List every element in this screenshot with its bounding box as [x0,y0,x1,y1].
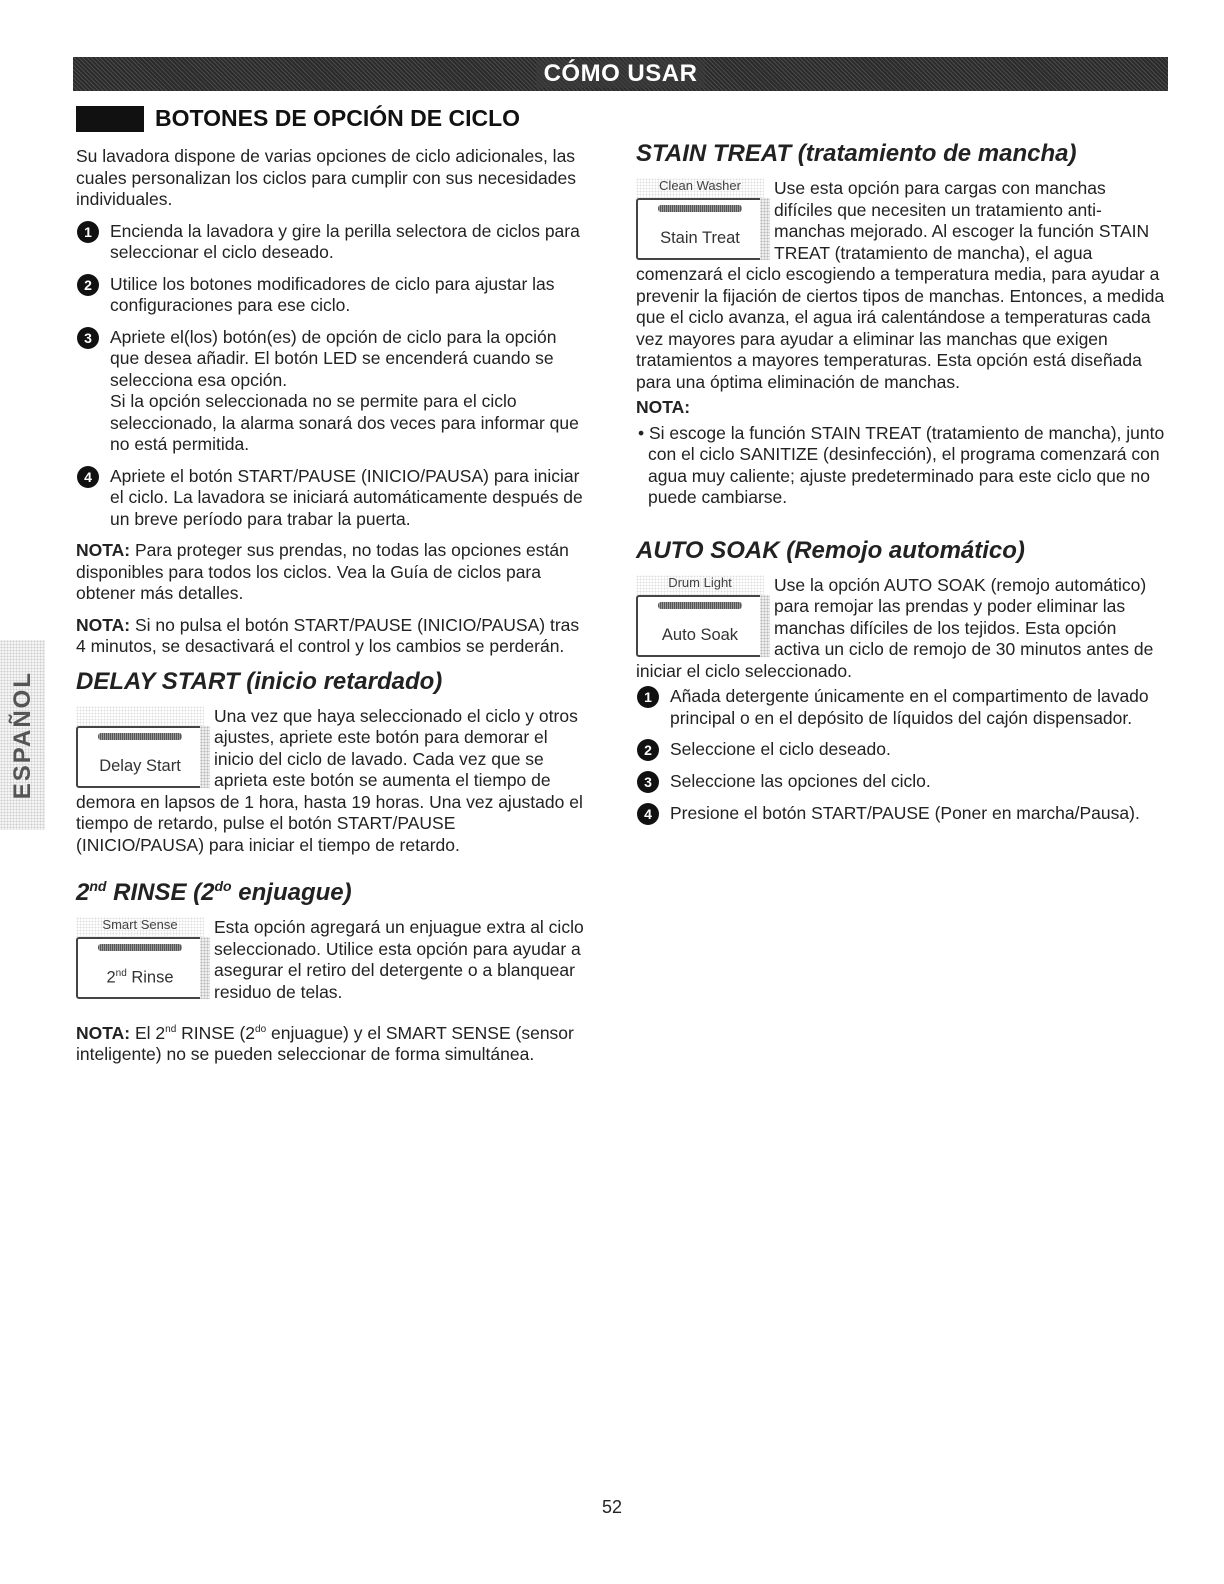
stain-treat-title: STAIN TREAT (tratamiento de mancha) [636,140,1077,167]
button-label: Delay Start [99,756,181,775]
button-frame [636,198,764,260]
led-indicator [98,944,182,951]
section-title-text: BOTONES DE OPCIÓN DE CICLO [155,105,521,131]
button-label-sup: nd [115,967,127,979]
step-number: 1 [77,221,99,243]
bullet-text: Si escoge la función STAIN TREAT (tratamiento de mancha), junto con el ciclo SANITIZE (desinfección), el programa comenzará con agua muy caliente; ajuste predeterminado para este ciclo que no puede cambiarse. [648,422,1165,507]
auto-soak-button-illustration [636,575,764,657]
button-shade [760,595,770,657]
step-text: Presione el botón START/PAUSE (Poner en marcha/Pausa). [670,803,1140,823]
left-column [76,105,588,1076]
step-number: 1 [637,686,659,708]
step-text: Seleccione el ciclo deseado. [670,739,891,759]
second-rinse-block [76,917,588,1013]
auto-soak-text: Use la opción AUTO SOAK (remojo automático) para remojar las prendas y poder eliminar las manchas difíciles de los tejidos. Esta opción activa un ciclo de remojo de 30 minutos antes de iniciar el ciclo seleccionado. [636,574,1154,681]
header-bar [73,57,1168,91]
right-column [636,140,1166,835]
step-text: Encienda la lavadora y gire la perilla selectora de ciclos para seleccionar el ciclo deseado. [110,220,580,262]
rinse-title-part: 2 [76,879,90,906]
button-label: Auto Soak [661,625,739,644]
step-number: 2 [77,274,99,296]
led-indicator [658,602,742,609]
note-sup: do [255,1024,267,1035]
page-number: 52 [601,1497,623,1517]
step-number: 3 [77,327,99,349]
auto-soak-steps [636,686,1166,825]
stain-treat-button-illustration [636,178,764,260]
stain-note-bullet: • Si escoge la función STAIN TREAT (tratamiento de mancha), junto con el ciclo SANITIZE (desinfección), el programa comenzará con agua muy caliente; ajuste predeterminado para este ciclo que no puede cambiarse. [638,422,1165,507]
step-item [644,803,1166,825]
button-label-part: Rinse [126,968,174,986]
step-item [84,326,588,456]
step-text-extra: Si la opción seleccionada no se permite para el ciclo seleccionado, la alarma sonará dos veces para informar que no está permitida. [110,391,579,454]
button-top-label [76,706,204,726]
step-number: 3 [637,771,659,793]
rinse-title-sup: nd [89,878,107,894]
section-title [76,105,588,132]
note-label: NOTA: [76,614,131,635]
led-indicator [658,205,742,212]
header-title: CÓMO USAR [536,60,706,88]
note-text: enjuague) y el SMART SENSE (sensor inteligente) no se pueden seleccionar de forma simultánea. [76,1022,574,1065]
intro-text: Su lavadora dispone de varias opciones de ciclo adicionales, las cuales personalizan los ciclos para cumplir con sus necesidades individuales. [76,146,576,209]
button-shade [200,726,210,788]
note-label: NOTA: [76,540,131,560]
step-number: 2 [637,739,659,761]
steps-list [76,221,588,531]
step-item [644,739,1166,761]
delay-start-text: Una vez que haya seleccionado el ciclo y otros ajustes, apriete este botón para demorar el inicio del ciclo de lavado. Cada vez que se aprieta este botón se aumenta el tiempo de demora en lapsos de 1 hora, hasta 19 horas. Una vez ajustado el tiempo de retardo, pulse el botón START/PAUSE (INICIO/PAUSA) para iniciar el tiempo de retardo. [76,705,583,855]
note-label: NOTA: [636,397,691,417]
button-label: Stain Treat [660,229,740,247]
step-item [84,220,588,264]
note-text: RINSE (2 [176,1022,256,1043]
title-block [76,106,144,132]
button-top-label: Drum Light [636,575,764,595]
second-rinse-button-illustration [76,917,204,999]
button-frame [76,937,204,999]
delay-start-title: DELAY START (inicio retardado) [76,667,443,695]
note-1 [76,540,588,605]
step-text: Añada detergente únicamente en el compartimento de lavado principal o en el depósito de líquidos del cajón dispensador. [670,686,1149,728]
step-number: 4 [637,803,659,825]
step-text: Apriete el(los) botón(es) de opción de ciclo para la opción que desea añadir. El botón LED se encenderá cuando se selecciona esa opción. [110,326,557,390]
note-2 [76,615,588,658]
delay-start-button-illustration [76,706,204,788]
button-label [78,968,202,988]
rinse-title-part: RINSE (2 [106,879,215,906]
rinse-title-part: enjuague) [231,879,352,906]
second-rinse-text: Esta opción agregará un enjuague extra al ciclo seleccionado. Utilice esta opción para ayudar a asegurar el retiro del detergente o a blanquear residuo de telas. [214,917,584,1002]
step-item [84,273,588,317]
button-frame [76,726,204,788]
button-shade [200,937,210,999]
step-item [84,465,588,531]
stain-treat-text: Use esta opción para cargas con manchas difíciles que necesiten un tratamiento anti-manchas mejorado. Al escoger la función STAIN TREAT (tratamiento de mancha), el agua comenzará el ciclo escogiendo a temperatura media, para ayudar a prevenir la fijación de ciertos tipos de manchas. Entonces, a medida que el ciclo avanza, el agua irá calentándose a temperaturas cada vez mayores para ayudar a eliminar las manchas que exigen tratamientos a mayores temperaturas. Esta opción está diseñada para una óptima eliminación de manchas. [636,178,1165,392]
stain-treat-block [636,178,1166,397]
step-text: Utilice los botones modificadores de ciclo para ajustar las configuraciones para ese ciclo. [110,273,555,315]
led-indicator [98,733,182,740]
note-label: NOTA: [76,1022,131,1043]
second-rinse-title [76,878,588,907]
delay-start-block [76,706,588,867]
rinse-title-sup: do [214,878,232,894]
language-tab-label: ESPAÑOL [8,670,36,800]
step-text: Seleccione las opciones del ciclo. [670,771,931,791]
note-text: Si no pulsa el botón START/PAUSE (INICIO/PAUSA) tras 4 minutos, se desactivará el control y los cambios se perderán. [76,614,580,656]
language-tab [0,640,45,830]
button-top-label: Smart Sense [76,917,204,937]
stain-note-label [636,397,1166,419]
step-number: 4 [77,466,99,488]
button-frame [636,595,764,657]
step-item [644,686,1166,729]
button-top-label: Clean Washer [636,178,764,198]
button-label-part: 2 [106,968,116,986]
step-item [644,771,1166,793]
step-text: Apriete el botón START/PAUSE (INICIO/PAUSA) para iniciar el ciclo. La lavadora se iniciará automáticamente después de un breve período para trabar la puerta. [110,465,583,529]
button-shade [760,198,770,260]
note-text: Para proteger sus prendas, no todas las opciones están disponibles para todos los ciclos. Vea la Guía de ciclos para obtener más detalles. [76,540,569,603]
note-text: El 2 [134,1022,166,1043]
rinse-note [76,1019,588,1066]
auto-soak-block [636,575,1166,687]
auto-soak-title: AUTO SOAK (Remojo automático) [636,536,1025,564]
note-sup: nd [165,1024,177,1035]
